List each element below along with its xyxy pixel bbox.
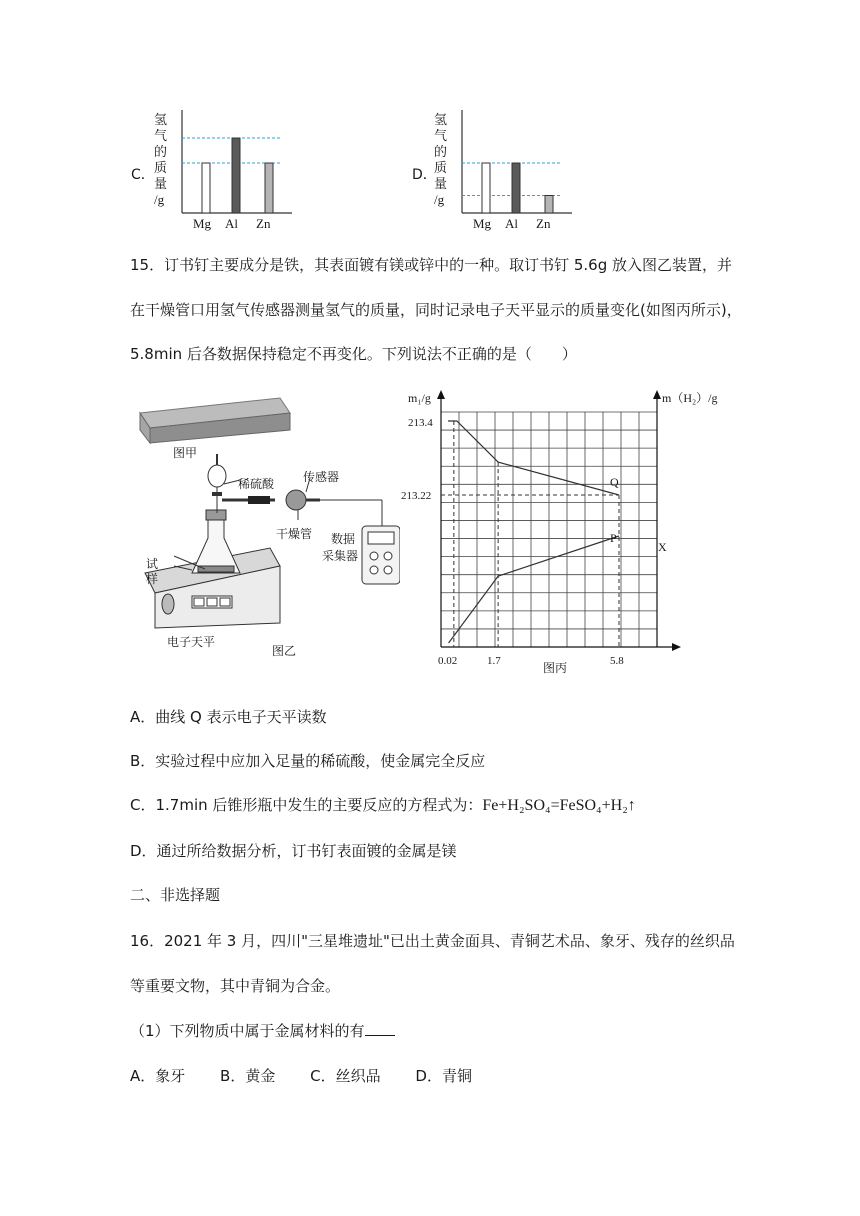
apparatus-figure bbox=[130, 388, 400, 663]
q16-choices bbox=[130, 1065, 472, 1086]
y-axis-label-char: 的 bbox=[154, 144, 168, 159]
x-tick-al: Al bbox=[505, 216, 518, 231]
x-axis-arrow bbox=[672, 643, 681, 651]
y-axis-label-char: 量 bbox=[154, 176, 168, 191]
y-axis-label-char: 氢 bbox=[434, 112, 448, 127]
y-axis-left-arrow bbox=[437, 390, 445, 399]
bar-mg bbox=[202, 163, 210, 213]
section-heading: 二、非选择题 bbox=[130, 886, 221, 904]
y-axis-label-char: /g bbox=[154, 192, 165, 207]
x-tick-0-02: 0.02 bbox=[438, 655, 458, 667]
q15-line-2: 在干燥管口用氢气传感器测量氢气的质量，同时记录电子天平显示的质量变化(如图丙所示)， bbox=[130, 301, 742, 319]
q16-line-2: 等重要文物，其中青铜为合金。 bbox=[130, 977, 341, 995]
option-c-bar-chart bbox=[150, 106, 300, 231]
sample-label-1: 试 bbox=[146, 557, 159, 571]
bar-al bbox=[232, 138, 240, 213]
answer-blank[interactable] bbox=[365, 1021, 395, 1036]
staple-illustration bbox=[140, 398, 290, 443]
x-tick-zn: Zn bbox=[256, 216, 271, 231]
y-axis-label-char: 量 bbox=[434, 176, 448, 191]
y-left-axis-label: m₁/g bbox=[408, 391, 431, 405]
q16-choice-d: D．青铜 bbox=[415, 1067, 472, 1085]
x-tick-1-7: 1.7 bbox=[487, 655, 501, 667]
bar-zn bbox=[265, 163, 273, 213]
x-tick-5-8: 5.8 bbox=[610, 655, 624, 667]
x-tick-mg: Mg bbox=[473, 216, 492, 231]
q15-option-c-text: C．1.7min 后锥形瓶中发生的主要反应的方程式为： bbox=[130, 796, 483, 814]
fig-yi-label: 图乙 bbox=[272, 644, 297, 658]
y-axis-label-char: 质 bbox=[434, 160, 448, 175]
y-tick-213-4: 213.4 bbox=[408, 417, 433, 429]
drying-tube-label: 干燥管 bbox=[276, 527, 313, 541]
bar-zn bbox=[545, 196, 553, 214]
x-tick-zn: Zn bbox=[536, 216, 551, 231]
q15-option-d: D．通过所给数据分析，订书钉表面镀的金属是镁 bbox=[130, 842, 457, 860]
q16-sub1-text: （1）下列物质中属于金属材料的有 bbox=[130, 1022, 365, 1040]
q15-option-c-equation: Fe+H₂SO₄=FeSO₄+H₂↑ bbox=[482, 797, 636, 814]
bar-al bbox=[512, 163, 520, 213]
q15-line-1: 15．订书钉主要成分是铁，其表面镀有镁或锌中的一种。取订书钉 5.6g 放入图乙装置，并 bbox=[130, 256, 733, 274]
figure-bing-caption: 图丙 bbox=[543, 661, 568, 675]
collector-label-2: 采集器 bbox=[322, 549, 359, 563]
curve-p-label: P bbox=[610, 531, 617, 545]
sensor-label: 传感器 bbox=[303, 470, 340, 484]
q15-option-b: B．实验过程中应加入足量的稀硫酸，使金属完全反应 bbox=[130, 752, 486, 770]
y-axis-right-arrow bbox=[653, 390, 661, 399]
collector-label-1: 数据 bbox=[331, 532, 356, 546]
q16-sub1 bbox=[130, 1020, 395, 1041]
option-d-label: D． bbox=[412, 167, 437, 183]
bar-mg bbox=[482, 163, 490, 213]
q15-line-3: 5.8min 后各数据保持稳定不再变化。下列说法不正确的是（ ） bbox=[130, 345, 577, 363]
y-tick-213-22: 213.22 bbox=[401, 490, 432, 502]
curve-q bbox=[448, 421, 619, 495]
q15-option-c bbox=[130, 794, 636, 815]
curve-q-label: Q bbox=[610, 475, 619, 489]
q16-choice-b: B．黄金 bbox=[220, 1067, 276, 1085]
y-axis-label-char: 的 bbox=[434, 144, 448, 159]
sample-label-2: 样 bbox=[146, 572, 159, 586]
option-c-label: C． bbox=[131, 167, 155, 183]
separatory-funnel bbox=[208, 454, 240, 513]
fig-jia-label: 图甲 bbox=[173, 446, 198, 460]
balance-label: 电子天平 bbox=[167, 635, 216, 649]
q16-line-1: 16．2021 年 3 月，四川"三星堆遗址"已出土黄金面具、青铜艺术品、象牙、残存的丝织品 bbox=[130, 932, 735, 950]
y-right-axis-label: m（H₂）/g bbox=[662, 391, 718, 405]
y-axis-label-char: 氢 bbox=[154, 112, 168, 127]
option-d-bar-chart bbox=[430, 106, 580, 231]
q16-choice-a: A．象牙 bbox=[130, 1067, 186, 1085]
q16-choice-c: C．丝织品 bbox=[310, 1067, 381, 1085]
y-axis-label-char: 气 bbox=[154, 128, 168, 143]
conical-flask bbox=[174, 510, 240, 573]
y-axis-label-char: 气 bbox=[434, 128, 448, 143]
q15-option-a: A．曲线 Q 表示电子天平读数 bbox=[130, 708, 327, 726]
y-axis-label-char: /g bbox=[434, 192, 445, 207]
x-tick-al: Al bbox=[225, 216, 238, 231]
curve-p bbox=[449, 536, 619, 643]
figure-bing-line-chart bbox=[400, 385, 730, 680]
y-axis-label-char: 质 bbox=[154, 160, 168, 175]
acid-label: 稀硫酸 bbox=[238, 477, 275, 491]
x-tick-mg: Mg bbox=[193, 216, 212, 231]
x-axis-label: X bbox=[658, 540, 667, 554]
